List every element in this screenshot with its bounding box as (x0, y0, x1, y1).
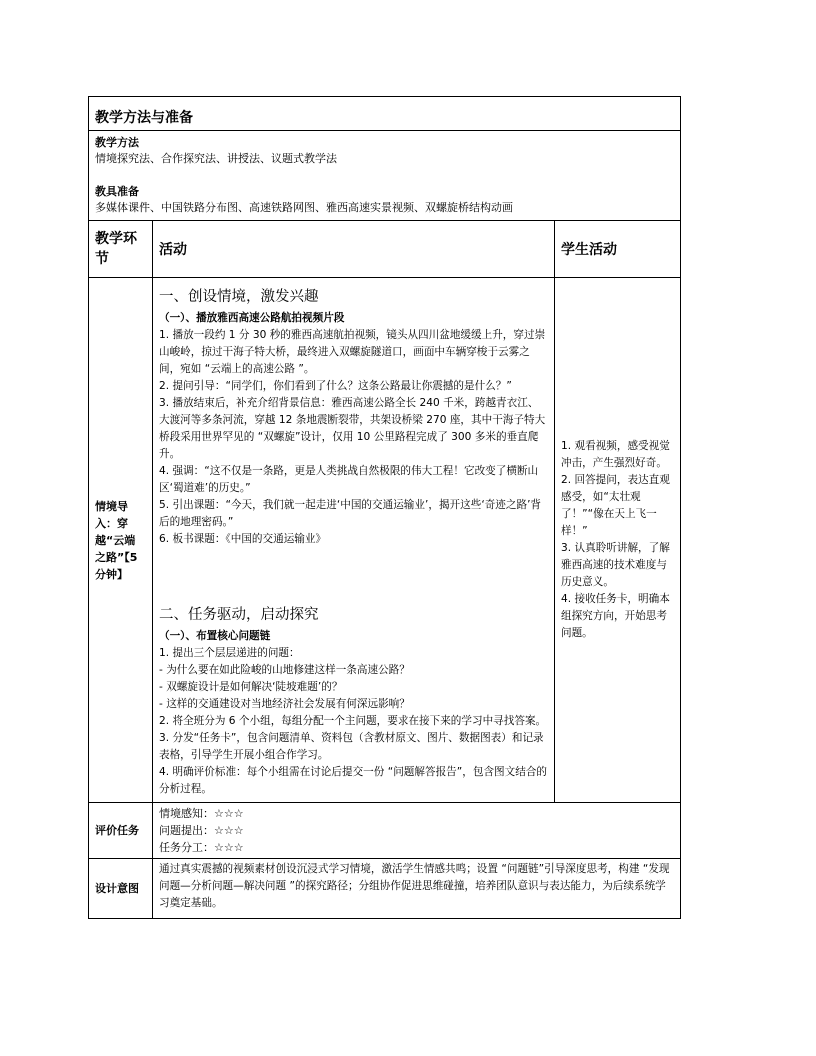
student-item: 2. 回答提问，表达直观感受，如“太壮观了！”“像在天上飞一样！” (561, 474, 670, 537)
part1-item: 1. 播放一段约 1 分 30 秒的雅西高速航拍视频，镜头从四川盆地缓缓上升，穿过崇山峻岭，掠过干海子特大桥，最终进入双螺旋隧道口，画面中车辆穿梭于云雾之间，宛如 “云端上的高速公路 ”。 (159, 329, 546, 375)
part2-item: 4. 明确评价标准：每个小组需在讨论后提交一份 “问题解答报告”，包含图文结合的分析过程。 (159, 766, 548, 795)
part1-subtitle: （一）、播放雅西高速公路航拍视频片段 (159, 312, 345, 324)
evaluation-label: 评价任务 (89, 803, 153, 859)
table-header-row (89, 221, 681, 278)
stage-label: 情境导入：穿越“云端之路”【5分钟】 (89, 278, 153, 803)
tools-heading: 教具准备 (95, 185, 139, 198)
student-activity-cell (555, 278, 681, 803)
design-label: 设计意图 (89, 859, 153, 919)
student-item: 1. 观看视频，感受视觉冲击，产生强烈好奇。 (561, 440, 670, 469)
evaluation-item: 任务分工：☆☆☆ (159, 841, 244, 854)
section-title: 教学方法与准备 (89, 97, 681, 131)
lesson-plan-table (88, 96, 681, 919)
evaluation-item: 问题提出：☆☆☆ (159, 824, 244, 837)
part2-item: - 双螺旋设计是如何解决‘陡坡难题’的？ (159, 681, 343, 693)
part1-item: 5. 引出课题：“今天，我们就一起走进‘中国的交通运输业’，揭开这些‘奇迹之路’背后的地理密码。” (159, 499, 542, 528)
student-item: 4. 接收任务卡，明确本组探究方向，开始思考问题。 (561, 593, 670, 639)
evaluation-item: 情境感知：☆☆☆ (159, 807, 244, 820)
methods-text: 情境探究法、合作探究法、讲授法、议题式教学法 (95, 152, 337, 165)
evaluation-cell (153, 803, 681, 859)
evaluation-row (89, 803, 681, 859)
student-item: 3. 认真聆听讲解，了解雅西高速的技术难度与历史意义。 (561, 542, 670, 588)
part2-item: 3. 分发“任务卡”，包含问题清单、资料包（含教材原文、图片、数据图表）和记录表格，引导学生开展小组合作学习。 (159, 732, 544, 761)
part1-item: 6. 板书课题：《中国的交通运输业》 (159, 533, 327, 545)
part2-subtitle: （一）、布置核心问题链 (159, 630, 271, 642)
methods-row (89, 131, 681, 221)
methods-cell (89, 131, 681, 221)
part2-title: 二、任务驱动，启动探究 (159, 607, 319, 623)
part2-item: 1. 提出三个层层递进的问题： (159, 647, 300, 659)
part1-item: 4. 强调：“这不仅是一条路，更是人类挑战自然极限的伟大工程！它改变了横断山区‘蜀道难’的历史。” (159, 465, 539, 494)
stage-row (89, 278, 681, 803)
activity-cell (153, 278, 555, 803)
part2-item: 2. 将全班分为 6 个小组，每组分配一个主问题，要求在接下来的学习中寻找答案。 (159, 715, 547, 727)
header-activity: 活动 (153, 221, 555, 278)
part1-item: 2. 提问引导：“同学们，你们看到了什么？这条公路最让你震撼的是什么？” (159, 380, 512, 392)
part1-title: 一、创设情境，激发兴趣 (159, 289, 319, 305)
section-title-row (89, 97, 681, 131)
tools-text: 多媒体课件、中国铁路分布图、高速铁路网图、雅西高速实景视频、双螺旋桥结构动画 (95, 201, 513, 214)
header-stage: 教学环节 (89, 221, 153, 278)
design-row (89, 859, 681, 919)
header-student: 学生活动 (555, 221, 681, 278)
part2-item: - 这样的交通建设对当地经济社会发展有何深远影响？ (159, 698, 410, 710)
design-text: 通过真实震撼的视频素材创设沉浸式学习情境，激活学生情感共鸣；设置 “问题链”引导深度思考，构建 “发现问题—分析问题—解决问题 ”的探究路径；分组协作促进思维碰撞，培养团队意识与表达能力，为后续系统学习奠定基础。 (153, 859, 681, 919)
part1-item: 3. 播放结束后，补充介绍背景信息：雅西高速公路全长 240 千米，跨越青衣江、大渡河等多条河流，穿越 12 条地震断裂带，共架设桥梁 270 座，其中干海子特大桥段采用世界罕见的 “双螺旋”设计，仅用 10 公里路程完成了 300 多米的垂直爬升。 (159, 397, 546, 460)
part2-item: - 为什么要在如此险峻的山地修建这样一条高速公路？ (159, 664, 410, 676)
methods-heading: 教学方法 (95, 136, 139, 149)
lesson-plan-document (88, 96, 680, 919)
